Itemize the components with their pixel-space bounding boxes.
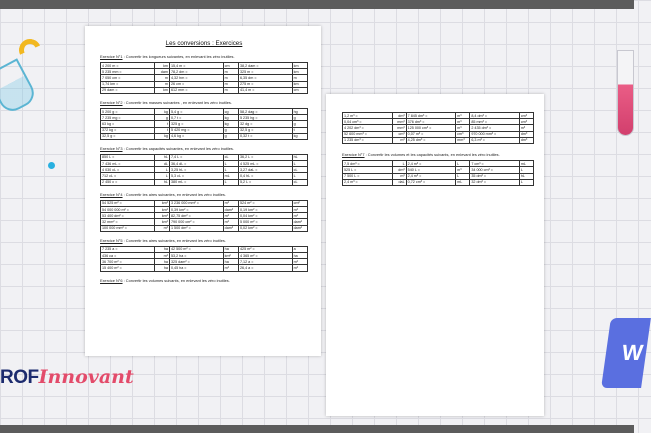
given-value-cell: 38,2 dam = <box>238 63 292 69</box>
exercise-title <box>100 100 308 105</box>
beaker-icon <box>601 318 651 388</box>
answer-unit-cell[interactable]: hg <box>292 108 307 114</box>
exercise-instruction: : Convertir les capacités suivantes, en enlevant les zéro inutiles. <box>122 145 234 151</box>
given-value-cell: 7 500 L = <box>343 173 393 179</box>
given-value-cell: 15,4 m = <box>169 63 223 69</box>
answer-unit-cell[interactable]: ha <box>154 246 169 252</box>
answer-unit-cell[interactable]: g <box>223 133 238 139</box>
given-value-cell: 5 420 mg = <box>169 127 223 133</box>
answer-unit-cell[interactable]: t <box>154 127 169 133</box>
answer-unit-cell[interactable]: g <box>223 127 238 133</box>
given-value-cell: 29 dam = <box>101 87 155 93</box>
exercise-instruction: : Convertir les longueurs suivantes, en enlevant les zéro inutiles. <box>122 54 235 59</box>
given-value-cell: 7 235 a = <box>101 246 155 252</box>
answer-unit-cell[interactable]: t <box>154 121 169 127</box>
exercise-label: Exercice N°1 <box>100 54 123 59</box>
given-value-cell: 4,32 hm = <box>169 75 223 81</box>
given-value-cell: 790 000 cm² = <box>169 219 223 225</box>
given-value-cell: 0,02 km² = <box>238 225 292 231</box>
given-value-cell: 53,2 ha = <box>169 252 223 258</box>
conversion-table <box>342 112 534 144</box>
given-value-cell: 41,4 m = <box>238 87 292 93</box>
exercise-label: Exercice N°3 <box>100 145 123 151</box>
given-value-cell: 63 kg = <box>101 121 155 127</box>
exercise-label: Exercice N°6 <box>100 277 123 283</box>
answer-unit-cell[interactable]: hL <box>154 154 169 160</box>
given-value-cell: 26,4 a = <box>238 265 292 271</box>
given-value-cell: 5,4 g = <box>169 108 223 114</box>
answer-unit-cell[interactable]: km <box>292 81 307 87</box>
answer-unit-cell[interactable]: L <box>392 161 406 167</box>
given-value-cell: 36,2 L = <box>238 154 292 160</box>
exercise-title <box>100 192 308 197</box>
answer-unit-cell[interactable]: kg <box>292 133 307 139</box>
answer-unit-cell[interactable]: cm <box>292 87 307 93</box>
given-value-cell: 4,6 kg = <box>169 133 223 139</box>
answer-unit-cell[interactable]: g <box>292 115 307 121</box>
exercise-6-title <box>100 278 308 283</box>
answer-unit-cell[interactable]: m² <box>223 200 238 206</box>
answer-unit-cell[interactable]: km <box>154 87 169 93</box>
answer-unit-cell[interactable]: g <box>154 115 169 121</box>
given-value-cell: 26 cm = <box>169 81 223 87</box>
answer-unit-cell[interactable]: cm <box>223 63 238 69</box>
answer-unit-cell[interactable]: dam² <box>223 225 238 231</box>
answer-unit-cell[interactable]: kg <box>154 108 169 114</box>
answer-unit-cell[interactable]: L <box>519 179 533 185</box>
answer-unit-cell[interactable]: m² <box>154 225 169 231</box>
answer-unit-cell[interactable]: cm² <box>292 200 307 206</box>
answer-unit-cell[interactable]: L <box>154 167 169 173</box>
given-value-cell: 325 dam² = <box>169 259 223 265</box>
given-value-cell: 32 mm² = <box>101 219 155 225</box>
worksheet-page-1 <box>85 26 321 356</box>
given-value-cell: 7,12 a = <box>238 259 292 265</box>
answer-unit-cell[interactable]: km <box>292 63 307 69</box>
given-value-cell: 7 436 mL = <box>101 161 155 167</box>
answer-unit-cell[interactable]: mm³ <box>392 125 406 131</box>
conversion-table <box>100 154 308 186</box>
answer-unit-cell[interactable]: mL <box>519 161 533 167</box>
given-value-cell: 525 L = <box>343 167 393 173</box>
answer-unit-cell[interactable]: L <box>292 173 307 179</box>
table-row <box>101 87 308 93</box>
given-value-cell: 970 000 mm³ = <box>470 131 520 137</box>
answer-unit-cell[interactable]: cm³ <box>519 113 533 119</box>
exercise-instruction: : Convertir les aires suivantes, en enlevant les zéro inutiles. <box>122 237 226 243</box>
exercise-label: Exercice N°5 <box>100 237 123 243</box>
given-value-cell: 7,5 dm³ = <box>343 161 393 167</box>
answer-unit-cell[interactable]: km² <box>154 219 169 225</box>
given-value-cell: 4 365 m² = <box>238 252 292 258</box>
given-value-cell: 712 cL = <box>101 173 155 179</box>
answer-unit-cell[interactable]: dam <box>154 69 169 75</box>
given-value-cell: 34 000 cm³ = <box>470 167 520 173</box>
answer-unit-cell[interactable]: cL <box>292 167 307 173</box>
given-value-cell: 52 600 mm³ = <box>343 131 393 137</box>
answer-unit-cell[interactable]: m² <box>292 259 307 265</box>
answer-unit-cell[interactable]: m³ <box>456 113 470 119</box>
conversion-table <box>100 200 308 232</box>
given-value-cell: 0,19 km² = <box>238 207 292 213</box>
given-value-cell: 78,2 dm = <box>169 69 223 75</box>
given-value-cell: 1,2 m³ = <box>343 113 393 119</box>
answer-unit-cell[interactable]: L <box>456 161 470 167</box>
answer-unit-cell[interactable]: m² <box>154 252 169 258</box>
given-value-cell: 2,4 m³ = <box>406 161 456 167</box>
given-value-cell: 7 cm³ = <box>470 161 520 167</box>
given-value-cell: 0,04 cm³ = <box>343 119 393 125</box>
answer-unit-cell[interactable]: ha <box>154 265 169 271</box>
exercise-7-title <box>342 152 534 157</box>
beaker-mark: W <box>620 340 645 365</box>
answer-unit-cell[interactable]: km² <box>154 207 169 213</box>
given-value-cell: 0,72 cm³ = <box>406 179 456 185</box>
answer-unit-cell[interactable]: m <box>154 81 169 87</box>
bottom-bar <box>0 425 634 433</box>
given-value-cell: 5 235 hg = <box>238 115 292 121</box>
answer-unit-cell[interactable]: m <box>223 81 238 87</box>
answer-unit-cell[interactable]: m³ <box>519 125 533 131</box>
answer-unit-cell[interactable]: a <box>292 246 307 252</box>
given-value-cell: 54 000 000 m² = <box>101 207 155 213</box>
answer-unit-cell[interactable]: dam² <box>292 219 307 225</box>
given-value-cell: 1 235 dm³ = <box>343 137 393 143</box>
answer-unit-cell[interactable]: m² <box>223 265 238 271</box>
given-value-cell: 7 845 dm³ = <box>406 113 456 119</box>
given-value-cell: 0,04 km² = <box>238 213 292 219</box>
answer-unit-cell[interactable]: dm³ <box>392 113 406 119</box>
given-value-cell: 4 525 mL = <box>238 161 292 167</box>
given-value-cell: 372 kg = <box>101 127 155 133</box>
worksheet-page-2 <box>326 94 544 416</box>
answer-unit-cell[interactable]: L <box>292 161 307 167</box>
given-value-cell: 15 400 m² = <box>101 265 155 271</box>
logo-brand: Innovant <box>38 366 134 388</box>
answer-unit-cell[interactable]: L <box>223 179 238 185</box>
given-value-cell: 35 dm³ = <box>470 173 520 179</box>
given-value-cell: 36 700 m² = <box>101 259 155 265</box>
answer-unit-cell[interactable]: ha <box>154 259 169 265</box>
answer-unit-cell[interactable]: m³ <box>456 125 470 131</box>
table-row <box>343 137 534 143</box>
answer-unit-cell[interactable]: cL <box>223 154 238 160</box>
given-value-cell: 5,3 cL = <box>169 173 223 179</box>
answer-unit-cell[interactable]: mm³ <box>456 137 470 143</box>
given-value-cell: 32,5 g = <box>238 127 292 133</box>
given-value-cell: 540 L = <box>406 167 456 173</box>
test-tube-icon <box>617 50 634 136</box>
given-value-cell: 275 m = <box>238 81 292 87</box>
given-value-cell: 4 202 dm³ = <box>343 125 393 131</box>
answer-unit-cell[interactable]: dm³ <box>392 167 406 173</box>
answer-unit-cell[interactable]: km² <box>154 200 169 206</box>
answer-unit-cell[interactable]: L <box>519 167 533 173</box>
given-value-cell: 42 500 m² = <box>169 246 223 252</box>
exercise-label: Exercice N°2 <box>100 99 123 105</box>
given-value-cell: 0,45 ha = <box>169 265 223 271</box>
given-value-cell: 32 dm³ = <box>470 179 520 185</box>
answer-unit-cell[interactable]: daL <box>392 179 406 185</box>
given-value-cell: 8,4 dm³ = <box>470 113 520 119</box>
profinnovant-logo <box>0 366 134 389</box>
given-value-cell: 6,35 dm = <box>238 75 292 81</box>
answer-unit-cell[interactable]: m <box>223 69 238 75</box>
answer-unit-cell[interactable]: kg <box>154 133 169 139</box>
given-value-cell: 125 000 cm³ = <box>406 125 456 131</box>
answer-unit-cell[interactable]: m² <box>292 265 307 271</box>
answer-unit-cell[interactable]: dm³ <box>519 131 533 137</box>
answer-unit-cell[interactable]: m <box>292 75 307 81</box>
table-row <box>101 265 308 271</box>
given-value-cell: 54 525 m² = <box>101 200 155 206</box>
given-value-cell: 380 mL = <box>169 179 223 185</box>
given-value-cell: 53 400 dm² = <box>101 213 155 219</box>
given-value-cell: 524 m² = <box>238 200 292 206</box>
given-value-cell: 325 m = <box>238 69 292 75</box>
answer-unit-cell[interactable]: km² <box>154 213 169 219</box>
given-value-cell: 0,39 km² = <box>169 207 223 213</box>
decorative-arc-icon <box>16 36 44 64</box>
given-value-cell: 5 200 g = <box>101 108 155 114</box>
given-value-cell: 7 050 cm = <box>101 75 155 81</box>
answer-unit-cell[interactable]: hL <box>154 179 169 185</box>
exercise-instruction: : Convertir les masses suivantes , en enlevant les zéro inutiles. <box>122 99 232 105</box>
answer-unit-cell[interactable]: kg <box>223 115 238 121</box>
answer-unit-cell[interactable]: m² <box>223 213 238 219</box>
given-value-cell: 850 L = <box>101 154 155 160</box>
answer-unit-cell[interactable]: cg <box>223 108 238 114</box>
given-value-cell: 3,27 daL = <box>238 167 292 173</box>
given-value-cell: 1,74 km = <box>101 81 155 87</box>
table-row <box>101 225 308 231</box>
answer-unit-cell[interactable]: ha <box>223 259 238 265</box>
given-value-cell: 612 mm = <box>169 87 223 93</box>
exercise-title <box>100 54 308 59</box>
given-value-cell: 0,4 hL = <box>238 173 292 179</box>
given-value-cell: 5,2 L = <box>238 179 292 185</box>
given-value-cell: 325 g = <box>169 121 223 127</box>
given-value-cell: 0,07 m³ = <box>406 131 456 137</box>
given-value-cell: 7 235 mg = <box>101 115 155 121</box>
exercise-label: Exercice N°7 <box>342 151 365 157</box>
logo-prefix: ROF <box>0 367 39 388</box>
answer-unit-cell[interactable]: dam² <box>223 207 238 213</box>
given-value-cell: 36,4 dL = <box>169 161 223 167</box>
exercise-instruction: : Convertir les aires suivantes, en enlevant les zéro inutiles. <box>122 191 226 197</box>
given-value-cell: 4 200 m = <box>101 63 155 69</box>
answer-unit-cell[interactable]: m³ <box>392 137 406 143</box>
given-value-cell: 4 030 cL = <box>101 167 155 173</box>
given-value-cell: 5 235 mm = <box>101 69 155 75</box>
answer-unit-cell[interactable]: L <box>154 173 169 179</box>
answer-unit-cell[interactable]: L <box>223 167 238 173</box>
given-value-cell: 2 450 c = <box>101 179 155 185</box>
given-value-cell: 32 dg = <box>238 121 292 127</box>
answer-unit-cell[interactable]: g <box>292 121 307 127</box>
given-value-cell: 436 ca = <box>101 252 155 258</box>
given-value-cell: 2,4 m³ = <box>343 179 393 185</box>
answer-unit-cell[interactable]: mL <box>223 173 238 179</box>
exercise-title <box>100 238 308 243</box>
answer-unit-cell[interactable]: m² <box>292 207 307 213</box>
given-value-cell: 2,4 m³ = <box>406 173 456 179</box>
given-value-cell: 376 dm³ = <box>406 119 456 125</box>
answer-unit-cell[interactable]: cm³ <box>456 131 470 137</box>
answer-unit-cell[interactable]: ha <box>223 246 238 252</box>
given-value-cell: 425 m² = <box>238 246 292 252</box>
answer-unit-cell[interactable]: m <box>223 87 238 93</box>
answer-unit-cell[interactable]: cL <box>292 179 307 185</box>
answer-unit-cell[interactable]: mm³ <box>392 119 406 125</box>
table-row <box>343 179 534 185</box>
given-value-cell: 100 000 mm² = <box>101 225 155 231</box>
given-value-cell: 58,2 dag = <box>238 108 292 114</box>
table-row <box>101 179 308 185</box>
exercise-title <box>100 146 308 151</box>
answer-unit-cell[interactable]: L <box>223 161 238 167</box>
answer-unit-cell[interactable]: m³ <box>392 173 406 179</box>
answer-unit-cell[interactable]: km <box>292 69 307 75</box>
exercise-list <box>100 54 308 272</box>
answer-unit-cell[interactable]: dL <box>154 161 169 167</box>
flask-icon <box>0 58 39 116</box>
answer-unit-cell[interactable]: dm³ <box>519 137 533 143</box>
given-value-cell: 2 435 dm³ = <box>470 125 520 131</box>
answer-unit-cell[interactable]: m² <box>292 213 307 219</box>
conversion-table <box>100 246 308 272</box>
given-value-cell: 82,75 dm² = <box>169 213 223 219</box>
exercise-instruction: : Convertir les volumes et les capacités suivants, en enlevant les zéro inutiles. <box>364 151 500 157</box>
exercise-label: Exercice N°4 <box>100 191 123 197</box>
given-value-cell: 1 500 dm² = <box>169 225 223 231</box>
given-value-cell: 32,5 g = <box>101 133 155 139</box>
answer-unit-cell[interactable]: t <box>292 127 307 133</box>
answer-unit-cell[interactable]: dam² <box>292 225 307 231</box>
given-value-cell: 3,25 hL = <box>169 167 223 173</box>
answer-unit-cell[interactable]: cm³ <box>392 131 406 137</box>
answer-unit-cell[interactable]: kg <box>223 121 238 127</box>
answer-unit-cell[interactable]: mL <box>456 179 470 185</box>
answer-unit-cell[interactable]: km <box>154 63 169 69</box>
answer-unit-cell[interactable]: hL <box>519 173 533 179</box>
conversion-table <box>342 160 534 186</box>
exercise-7-table <box>342 160 534 186</box>
worksheet-title: Les conversions : Exercices <box>165 40 243 47</box>
given-value-cell: 4,25 dm³ = <box>406 137 456 143</box>
conversion-table <box>100 108 308 140</box>
top-bar <box>0 0 634 9</box>
answer-unit-cell[interactable]: m³ <box>456 167 470 173</box>
given-value-cell: 7,4 L = <box>169 154 223 160</box>
given-value-cell: 0,7 t = <box>169 115 223 121</box>
given-value-cell: 0,32 t = <box>238 133 292 139</box>
answer-unit-cell[interactable]: ha <box>292 252 307 258</box>
given-value-cell: 5 000 m² = <box>238 219 292 225</box>
answer-unit-cell[interactable]: m³ <box>456 119 470 125</box>
given-value-cell: 3 236 000 mm² = <box>169 200 223 206</box>
volume-table <box>342 112 534 144</box>
table-row <box>101 133 308 139</box>
conversion-table <box>100 62 308 94</box>
decorative-dot <box>48 162 55 169</box>
answer-unit-cell[interactable]: L <box>456 173 470 179</box>
given-value-cell: 6,3 m³ = <box>470 137 520 143</box>
answer-unit-cell[interactable]: km² <box>223 252 238 258</box>
answer-unit-cell[interactable]: m <box>223 75 238 81</box>
answer-unit-cell[interactable]: m <box>154 75 169 81</box>
answer-unit-cell[interactable]: m² <box>223 219 238 225</box>
given-value-cell: 85 mm³ = <box>470 119 520 125</box>
answer-unit-cell[interactable]: cm³ <box>519 119 533 125</box>
answer-unit-cell[interactable]: hL <box>292 154 307 160</box>
exercise-instruction: : Convertir les volumes suivants, en enlevant les zéro inutiles. <box>122 277 230 283</box>
